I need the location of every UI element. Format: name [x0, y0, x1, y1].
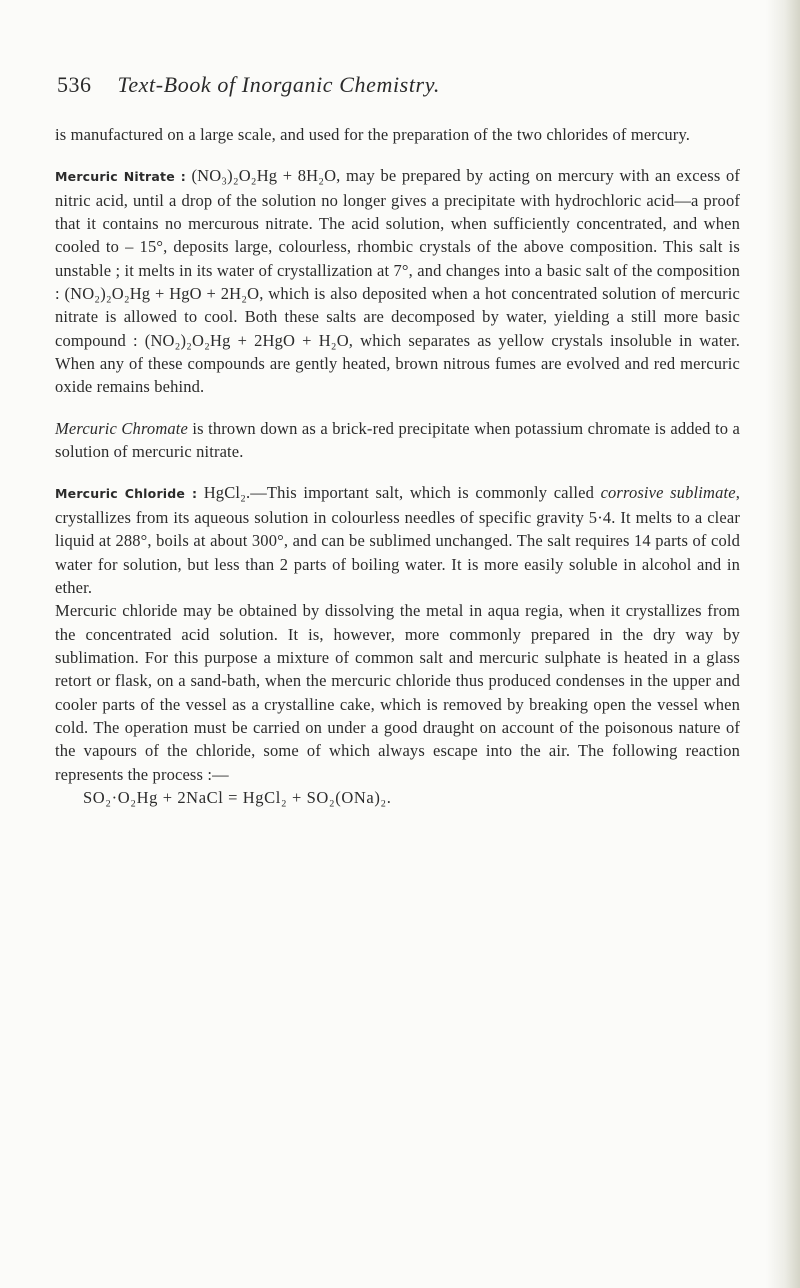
- book-page: [55, 72, 740, 809]
- page-header: [57, 72, 740, 112]
- mercuric-chromate-text: is thrown down as a brick-red precipitate when potassium chromate is added to a solution of mercuric nitrate.: [55, 418, 740, 462]
- mercuric-chromate-paragraph: [55, 417, 740, 464]
- mercuric-nitrate-heading: Mercuric Nitrate :: [55, 169, 186, 185]
- reaction-equation: SO₂·O₂Hg + 2NaCl = HgCl₂ + SO₂(ONa)₂.: [83, 787, 392, 807]
- mercuric-chloride-text-before: HgCl₂.—This important salt, which is commonly called: [197, 483, 601, 503]
- mercuric-nitrate-text: (NO₃)₂O₂Hg + 8H₂O, may be prepared by acting on mercury with an excess of nitric acid, until a drop of the solution no longer gives a precipitate with hydrochloric acid—a proof that it contains no mercurous nitrate. The acid solution, when sufficiently concentrated, and when cooled to – 15°, deposits large, colourless, rhombic crystals of the above composition. This salt is unstable ; it melts in its water of crystallization at 7°, and changes into a basic salt of the composition : (NO₂)₂O₂Hg + HgO + 2H₂O, which is also deposited when a hot concentrated solution of mercuric nitrate is allowed to cool. Both these salts are decomposed by water, yielding a still more basic compound : (NO₂)₂O₂Hg + 2HgO + H₂O, which separates as yellow crystals insoluble in water. When any of these compounds are gently heated, brown nitrous fumes are evolved and red mercuric oxide remains behind.: [55, 166, 740, 397]
- body-text: [55, 123, 740, 809]
- mercuric-chromate-term: Mercuric Chromate: [55, 418, 188, 438]
- mercuric-chloride-paragraph: [55, 481, 740, 599]
- corrosive-sublimate-term: corrosive sublimate: [600, 483, 736, 503]
- mercuric-chloride-heading: Mercuric Chloride :: [55, 486, 198, 502]
- page-number: 536: [57, 72, 92, 97]
- intro-paragraph: is manufactured on a large scale, and used for the preparation of the two chlorides of mercury.: [55, 125, 691, 144]
- mercuric-chloride-text-after: , crystallizes from its aqueous solution in colourless needles of specific gravity 5·4. It melts to a clear liquid at 288°, boils at about 300°, and can be sublimed unchanged. The salt requires 14 parts of cold water for solution, but less than 2 parts of boiling water. It is more easily soluble in alcohol and in ether.: [55, 483, 740, 597]
- mercuric-nitrate-paragraph: [55, 164, 740, 398]
- running-title: Text-Book of Inorganic Chemistry.: [117, 72, 440, 97]
- preparation-paragraph: Mercuric chloride may be obtained by dissolving the metal in aqua regia, when it crystallizes from the concentrated acid solution. It is, however, more commonly prepared in the dry way by sublimation. For this purpose a mixture of common salt and mercuric sulphate is heated in a glass retort or flask, on a sand-bath, when the mercuric chloride thus produced condenses in the upper and cooler parts of the vessel as a crystalline cake, which is removed by breaking open the vessel when cold. The operation must be carried on under a good draught on account of the poisonous nature of the vapours of the chloride, some of which always escape into the air. The following reaction represents the process :—: [55, 601, 740, 784]
- page-edge-shadow: [766, 0, 800, 1288]
